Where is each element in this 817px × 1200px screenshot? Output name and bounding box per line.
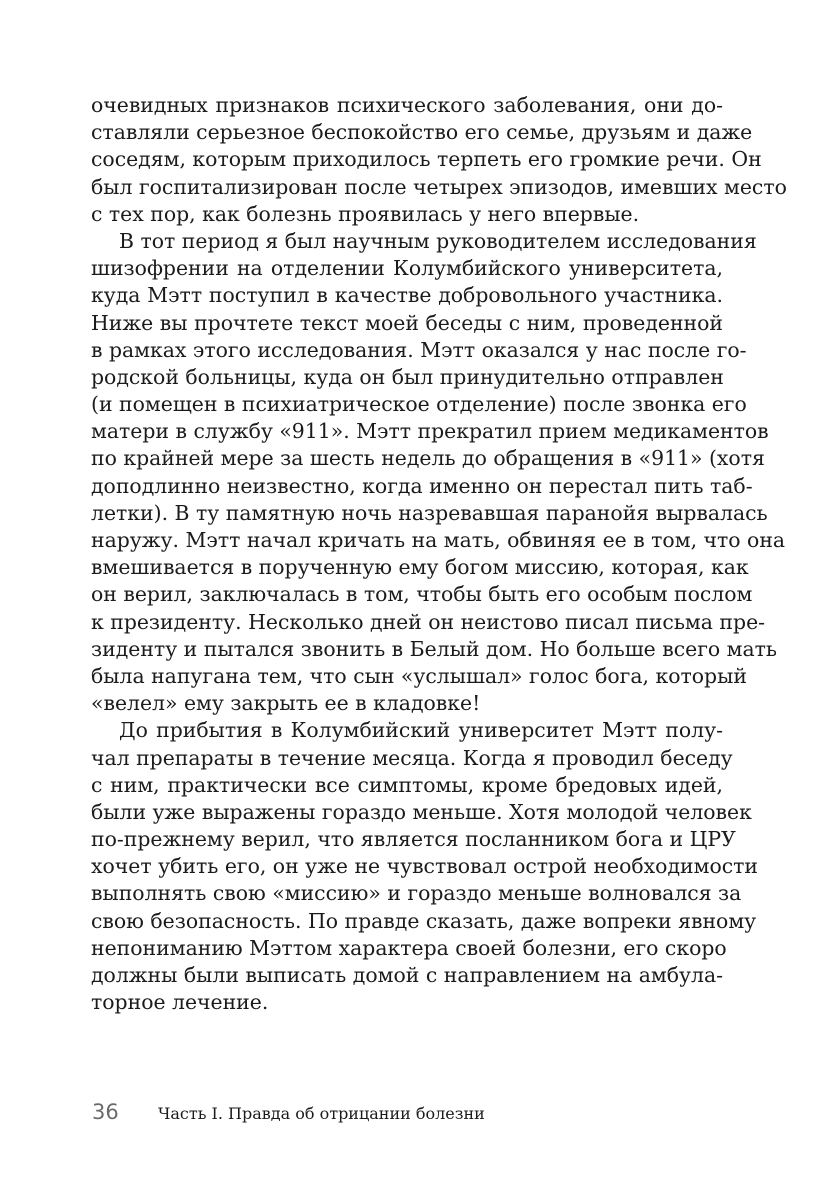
text-line: зиденту и пытался звонить в Белый дом. Но больше всего мать xyxy=(91,636,778,661)
running-title: Часть I. Правда об отрицании болезни xyxy=(158,1104,485,1123)
text-line: вмешивается в порученную ему богом миссию, которая, как xyxy=(91,555,749,580)
text-line: наружу. Мэтт начал кричать на мать, обвиняя ее в том, что она xyxy=(91,528,786,552)
text-line: с ним, практически все симптомы, кроме бредовых идей, xyxy=(91,772,723,797)
text-line: чал препараты в течение месяца. Когда я проводил беседу xyxy=(91,745,733,770)
text-line: по-прежнему верил, что является посланником бога и ЦРУ xyxy=(91,827,736,852)
text-line: торное лечение. xyxy=(91,990,269,1015)
text-line: была напугана тем, что сын «услышал» голос бога, который xyxy=(91,663,747,688)
text-line: с тех пор, как болезнь проявилась у него впервые. xyxy=(91,201,640,226)
text-line: ставляли серьезное беспокойство его семье, друзьям и даже xyxy=(91,120,753,145)
paragraph xyxy=(91,92,787,228)
text-line: «велел» ему закрыть ее в кладовке! xyxy=(91,691,481,716)
text-line: родской больницы, куда он был принудительно отправлен xyxy=(91,364,724,389)
text-line: В тот период я был научным руководителем исследования xyxy=(119,228,757,253)
text-line: свою безопасность. По правде сказать, даже вопреки явному xyxy=(91,908,757,933)
page-footer xyxy=(92,1100,485,1124)
text-line: выполнять свою «миссию» и гораздо меньше волновался за xyxy=(91,881,742,906)
text-line: куда Мэтт поступил в качестве добровольного участника. xyxy=(91,283,723,308)
text-line: к президенту. Несколько дней он неистово писал письма пре- xyxy=(91,609,766,634)
text-line: были уже выражены гораздо меньше. Хотя молодой человек xyxy=(91,799,752,824)
text-line: соседям, которым приходилось терпеть его громкие речи. Он xyxy=(91,147,762,172)
text-line: должны были выписать домой с направлением на амбула- xyxy=(91,963,723,987)
text-line: доподлинно неизвестно, когда именно он перестал пить таб- xyxy=(91,473,753,498)
body-text xyxy=(91,92,787,1016)
text-line: матери в службу «911». Мэтт прекратил прием медикаментов xyxy=(91,419,769,444)
text-line: шизофрении на отделении Колумбийского университета, xyxy=(91,256,723,281)
text-line: Ниже вы прочтете текст моей беседы с ним, проведенной xyxy=(91,310,723,335)
text-line: по крайней мере за шесть недель до обращения в «911» (хотя xyxy=(91,446,765,471)
text-line: был госпитализирован после четырех эпизодов, имевших место xyxy=(91,174,787,199)
page-number: 36 xyxy=(92,1100,119,1124)
text-line: в рамках этого исследования. Мэтт оказался у нас после го- xyxy=(91,337,747,362)
text-line: хочет убить его, он уже не чувствовал острой необходимости xyxy=(91,854,759,879)
text-line: (и помещен в психиатрическое отделение) после звонка его xyxy=(91,392,747,417)
text-line: непониманию Мэттом характера своей болезни, его скоро xyxy=(91,935,727,960)
text-line: очевидных признаков психического заболевания, они до- xyxy=(91,93,723,117)
text-line: До прибытия в Колумбийский университет Мэтт полу- xyxy=(119,718,723,743)
text-line: он верил, заключалась в том, чтобы быть его особым послом xyxy=(91,582,753,607)
paragraph xyxy=(91,717,759,1016)
paragraph xyxy=(91,228,786,717)
text-line: летки). В ту памятную ночь назревавшая паранойя вырвалась xyxy=(91,500,768,525)
